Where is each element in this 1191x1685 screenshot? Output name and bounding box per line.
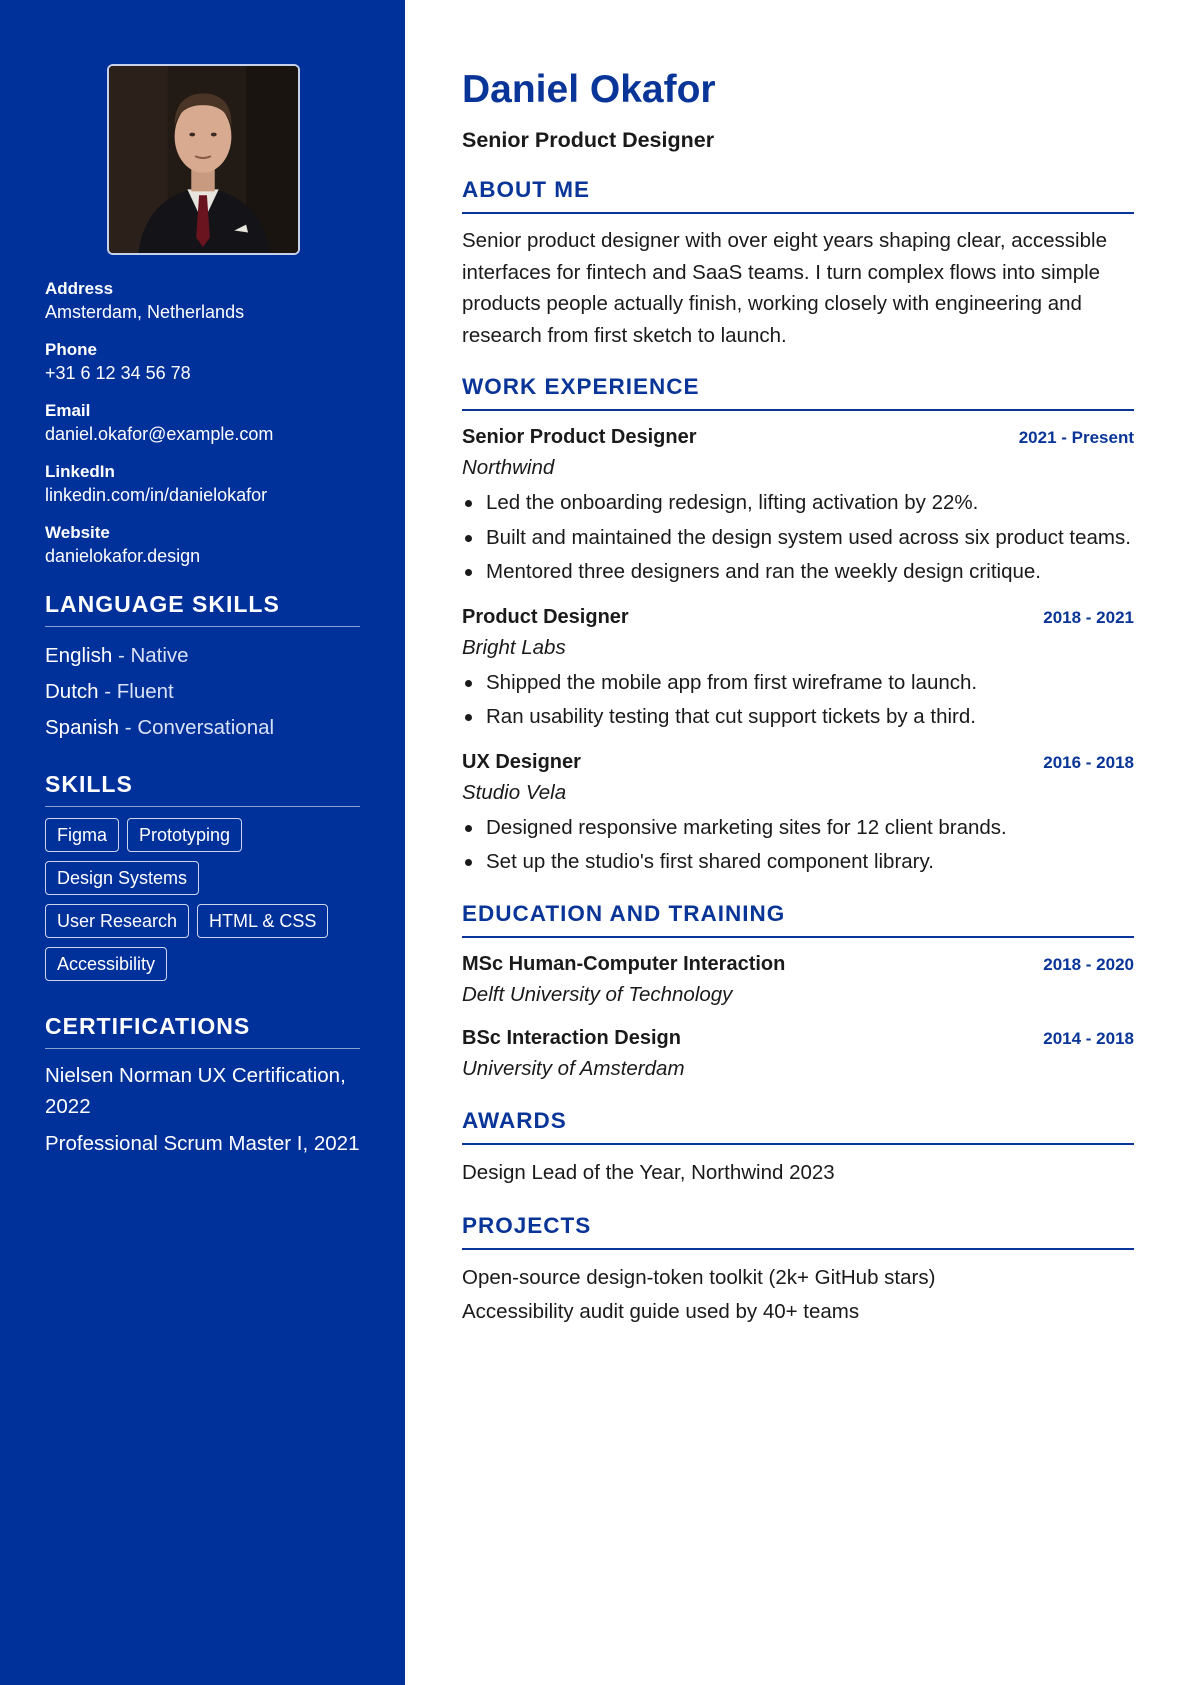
education-entry: [462, 1023, 1134, 1085]
language-name: Dutch: [45, 680, 99, 703]
language-item: [45, 674, 360, 710]
contact-label: Address: [45, 279, 114, 298]
contact-linkedin: [45, 461, 360, 507]
job-bullet: Led the onboarding redesign, lifting activation by 22%.: [462, 487, 1134, 519]
job-company: Northwind: [462, 456, 555, 479]
job-bullet: Set up the studio's first shared component library.: [462, 846, 1134, 878]
education-school: Delft University of Technology: [462, 982, 733, 1006]
phone-value[interactable]: +31 6 12 34 56 78: [45, 363, 191, 383]
education-header: [462, 949, 1134, 979]
contact-phone: [45, 339, 360, 385]
education-degree: MSc Human-Computer Interaction: [462, 952, 786, 975]
job-role: UX Designer: [462, 750, 581, 773]
certification-item: Professional Scrum Master I, 2021: [45, 1132, 360, 1155]
language-skills-section: [45, 590, 360, 746]
job-entry: [462, 747, 1134, 878]
job-dates: 2018 - 2021: [1043, 607, 1134, 627]
job-header: [462, 602, 1134, 632]
job-bullet: Designed responsive marketing sites for 12 client brands.: [462, 812, 1134, 844]
job-company: Studio Vela: [462, 780, 567, 804]
certifications-section: [45, 1012, 360, 1159]
main-content: [405, 0, 1191, 1685]
education-school: University of Amsterdam: [462, 1056, 685, 1080]
about-section: [462, 176, 1134, 351]
skill-tag: Figma: [45, 818, 119, 852]
language-item: [45, 638, 360, 674]
awards-section: [462, 1107, 1134, 1190]
education-header: [462, 1023, 1134, 1053]
language-level: Conversational: [137, 716, 275, 739]
language-separator: -: [98, 680, 117, 703]
language-name: English: [45, 644, 113, 667]
contact-info: [45, 278, 360, 568]
education-dates: 2018 - 2020: [1043, 954, 1134, 974]
candidate-name: Daniel Okafor: [462, 68, 716, 111]
job-bullets: [462, 487, 1134, 588]
about-heading: ABOUT ME: [462, 176, 1134, 214]
contact-website: [45, 522, 360, 568]
job-role: Product Designer: [462, 605, 629, 628]
projects-heading: PROJECTS: [462, 1212, 1134, 1250]
language-skills-heading: LANGUAGE SKILLS: [45, 590, 360, 627]
language-level: Native: [130, 644, 189, 667]
job-bullets: [462, 812, 1134, 878]
skills-section: [45, 770, 360, 990]
work-experience-section: [462, 373, 1134, 878]
contact-label: Phone: [45, 340, 97, 359]
job-bullet: Shipped the mobile app from first wireframe to launch.: [462, 667, 1134, 699]
skill-tag: Prototyping: [127, 818, 242, 852]
job-bullet: Ran usability testing that cut support tickets by a third.: [462, 701, 1134, 733]
contact-email: [45, 400, 360, 446]
language-item: [45, 710, 360, 746]
job-entry: [462, 602, 1134, 733]
job-company: Bright Labs: [462, 635, 566, 659]
contact-label: Email: [45, 401, 91, 420]
email-link[interactable]: daniel.okafor@example.com: [45, 424, 274, 444]
education-degree: BSc Interaction Design: [462, 1026, 681, 1049]
sidebar: [0, 0, 405, 1685]
certification-item: Nielsen Norman UX Certification, 2022: [45, 1064, 346, 1118]
certifications-heading: CERTIFICATIONS: [45, 1012, 360, 1049]
language-level: Fluent: [116, 680, 174, 703]
project-item: Open-source design-token toolkit (2k+ GitHub stars): [462, 1265, 936, 1289]
profile-photo: [107, 64, 300, 255]
project-item: Accessibility audit guide used by 40+ teams: [462, 1299, 860, 1323]
language-name: Spanish: [45, 716, 120, 739]
education-section: [462, 900, 1134, 1085]
skill-tag: Design Systems: [45, 861, 199, 895]
contact-label: Website: [45, 523, 110, 542]
language-separator: -: [112, 644, 131, 667]
job-entry: [462, 422, 1134, 588]
language-separator: -: [119, 716, 138, 739]
awards-heading: AWARDS: [462, 1107, 1134, 1145]
job-bullet: Mentored three designers and ran the weekly design critique.: [462, 556, 1134, 588]
job-dates: 2016 - 2018: [1043, 752, 1134, 772]
education-entry: [462, 949, 1134, 1011]
skill-tag: Accessibility: [45, 947, 167, 981]
contact-label: LinkedIn: [45, 462, 115, 481]
profile-photo-image: [109, 66, 298, 253]
skills-heading: SKILLS: [45, 770, 360, 807]
website-link[interactable]: danielokafor.design: [45, 546, 201, 566]
job-bullets: [462, 667, 1134, 733]
education-dates: 2014 - 2018: [1043, 1028, 1134, 1048]
education-heading: EDUCATION AND TRAINING: [462, 900, 1134, 938]
job-bullet: Built and maintained the design system used across six product teams.: [462, 522, 1134, 554]
projects-section: [462, 1212, 1134, 1329]
job-header: [462, 422, 1134, 452]
job-header: [462, 747, 1134, 777]
address-value: Amsterdam, Netherlands: [45, 302, 245, 322]
contact-address: [45, 278, 360, 324]
work-experience-heading: WORK EXPERIENCE: [462, 373, 1134, 411]
candidate-title: Senior Product Designer: [462, 128, 715, 152]
award-item: Design Lead of the Year, Northwind 2023: [462, 1160, 835, 1184]
skill-tags: [45, 818, 345, 990]
job-dates: 2021 - Present: [1018, 428, 1134, 447]
linkedin-link[interactable]: linkedin.com/in/danielokafor: [45, 485, 268, 505]
about-text: Senior product designer with over eight years shaping clear, accessible interfaces for fintech and SaaS teams. I turn complex flows into simple products people actually finish, working closely with engineering and research from first sketch to launch.: [462, 229, 1107, 347]
job-role: Senior Product Designer: [462, 426, 697, 448]
skill-tag: HTML & CSS: [197, 904, 328, 938]
skill-tag: User Research: [45, 904, 189, 938]
